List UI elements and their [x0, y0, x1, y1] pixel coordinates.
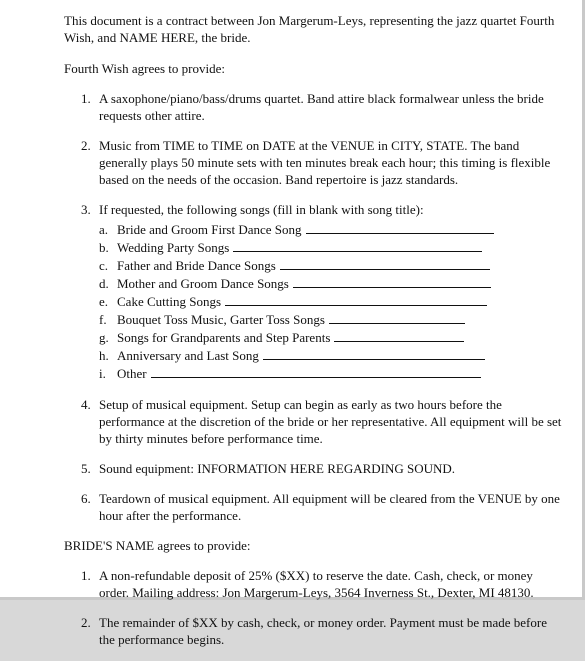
song-request-item: e. Cake Cutting Songs [99, 293, 564, 311]
song-title-blank[interactable] [233, 240, 482, 252]
song-title-blank[interactable] [306, 222, 494, 234]
bride-obligations-list [64, 567, 564, 648]
song-request-item: g. Songs for Grandparents and Step Parents [99, 329, 564, 347]
song-title-blank[interactable] [280, 258, 490, 270]
song-request-item: b. Wedding Party Songs [99, 239, 564, 257]
list-item: 5. Sound equipment: INFORMATION HERE REGARDING SOUND. [81, 461, 456, 476]
song-title-blank[interactable] [225, 294, 487, 306]
song-request-list [99, 221, 564, 383]
intro-paragraph: This document is a contract between Jon Margerum-Leys, representing the jazz quartet Fourth Wish, and NAME HERE, the bride. [64, 13, 555, 45]
list-item: 3. If requested, the following songs (fill in blank with song title): a. Bride and Groom First Dance Song b. Wedding Party Songs c. Father and Bride Dance Songs d. Mother and Groom Dance Songs e. Cake Cutting Songs f. Bouquet Toss Music, Garter Toss Songs g. Songs for Grandparents and Step Parents h. Anniversary and Last Song i. Other [64, 201, 564, 383]
contract-body [64, 12, 564, 661]
song-request-item: d. Mother and Groom Dance Songs [99, 275, 564, 293]
song-title-blank[interactable] [293, 276, 491, 288]
song-request-item: h. Anniversary and Last Song [99, 347, 564, 365]
list-item: 2. Music from TIME to TIME on DATE at the VENUE in CITY, STATE. The band generally plays 50 minute sets with ten minutes break each hour; this timing is flexible based on the needs of the occasion. Band repertoire is jazz standards. [81, 138, 551, 187]
song-request-item: c. Father and Bride Dance Songs [99, 257, 564, 275]
bride-obligations-heading: BRIDE'S NAME agrees to provide: [64, 538, 251, 553]
band-obligations-heading: Fourth Wish agrees to provide: [64, 61, 225, 76]
list-item: 1. A non-refundable deposit of 25% ($XX) to reserve the date. Cash, check, or money order. Mailing address: Jon Margerum-Leys, 3564 Inverness St., Dexter, MI 48130. [81, 568, 534, 600]
band-obligations-list [64, 90, 564, 524]
list-item: 2. The remainder of $XX by cash, check, or money order. Payment must be made before the performance begins. [81, 615, 547, 647]
list-item: 1. A saxophone/piano/bass/drums quartet. Band attire black formalwear unless the bride requests other attire. [81, 91, 544, 123]
song-title-blank[interactable] [263, 348, 485, 360]
song-title-blank[interactable] [151, 366, 481, 378]
list-item: 6. Teardown of musical equipment. All equipment will be cleared from the VENUE by one hour after the performance. [81, 491, 560, 523]
song-title-blank[interactable] [334, 330, 464, 342]
list-item: 4. Setup of musical equipment. Setup can begin as early as two hours before the performance at the discretion of the bride or her representative. All equipment will be set by thirty minutes before performance time. [81, 397, 562, 446]
song-title-blank[interactable] [329, 312, 465, 324]
song-request-item: f. Bouquet Toss Music, Garter Toss Songs [99, 311, 564, 329]
song-request-item: a. Bride and Groom First Dance Song [99, 221, 564, 239]
song-request-item: i. Other [99, 365, 564, 383]
